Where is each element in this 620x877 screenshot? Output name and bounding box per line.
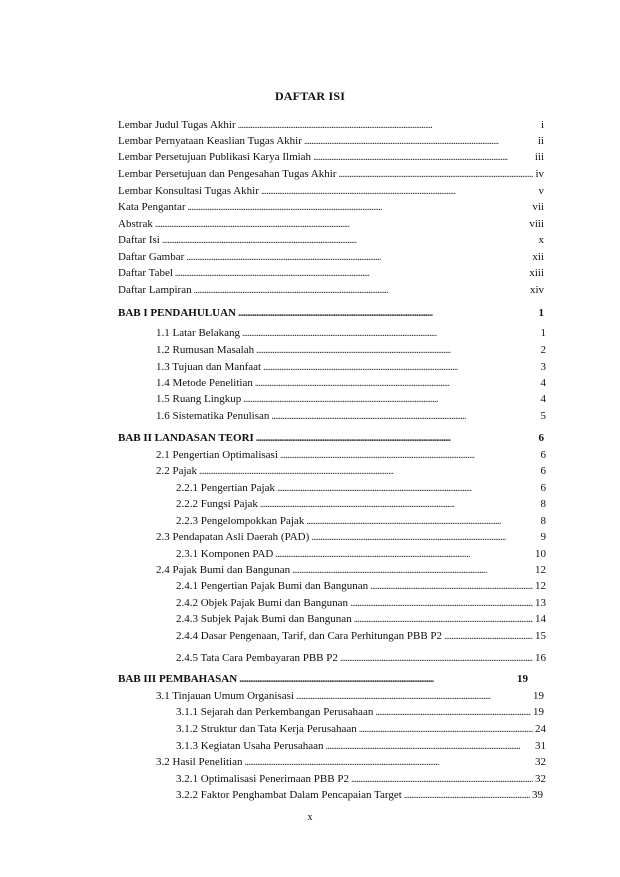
toc-entry-2-2-3[interactable] xyxy=(176,515,546,528)
toc-label: 2.4.3 Subjek Pajak Bumi dan Bangunan xyxy=(176,613,352,625)
toc-page: 4 xyxy=(540,377,546,389)
toc-label: 1.3 Tujuan dan Manfaat xyxy=(156,361,262,373)
toc-label: Lembar Judul Tugas Akhir xyxy=(118,119,236,131)
toc-entry-3-1-3[interactable] xyxy=(176,740,546,753)
toc-label: 2.2.2 Fungsi Pajak xyxy=(176,498,258,510)
toc-page: xiii xyxy=(529,267,544,279)
toc-entry-abstrak[interactable] xyxy=(118,218,544,231)
toc-label: 3.2 Hasil Penelitian xyxy=(156,756,243,768)
toc-label: 2.1 Pengertian Optimalisasi xyxy=(156,449,278,461)
toc-entry-kata-pengantar[interactable] xyxy=(118,201,544,214)
toc-label: BAB III PEMBAHASAN xyxy=(118,673,238,685)
toc-label: 1.2 Rumusan Masalah xyxy=(156,344,255,356)
toc-page: iii xyxy=(534,151,544,163)
toc-label: 3.2.2 Faktor Penghambat Dalam Pencapaian Target xyxy=(176,789,402,801)
toc-entry-daftar-gambar[interactable] xyxy=(118,251,544,264)
toc-entry-2-4[interactable] xyxy=(156,564,546,577)
toc-page: 15 xyxy=(535,630,546,642)
toc-label: Lembar Konsultasi Tugas Akhir xyxy=(118,185,259,197)
toc-page: 31 xyxy=(535,740,546,752)
toc-entry-3-2[interactable] xyxy=(156,756,546,769)
toc-entry-2-4-2[interactable] xyxy=(176,597,546,610)
toc-page: 19 xyxy=(533,690,544,702)
toc-label: 2.4.4 Dasar Pengenaan, Tarif, dan Cara Perhitungan PBB P2 xyxy=(176,630,443,642)
toc-page: 10 xyxy=(535,548,546,560)
toc-label: 1.5 Ruang Lingkup xyxy=(156,393,242,405)
toc-label: 2.4 Pajak Bumi dan Bangunan xyxy=(156,564,291,576)
toc-page: 16 xyxy=(535,652,546,664)
toc-label: 2.3 Pendapatan Asli Daerah (PAD) xyxy=(156,531,310,543)
toc-page: 6 xyxy=(540,449,546,461)
toc-entry-lembar-pernyataan[interactable] xyxy=(118,135,544,148)
toc-page: 32 xyxy=(535,773,546,785)
toc-entry-2-4-4[interactable] xyxy=(176,630,546,643)
toc-page: 24 xyxy=(535,723,546,735)
toc-label: 3.2.1 Optimalisasi Penerimaan PBB P2 xyxy=(176,773,349,785)
toc-label: 3.1 Tinjauan Umum Organisasi xyxy=(156,690,294,702)
toc-page: 13 xyxy=(535,597,546,609)
toc-entry-daftar-lampiran[interactable] xyxy=(118,284,544,297)
toc-label: Daftar Gambar xyxy=(118,251,185,263)
toc-entry-1-2[interactable] xyxy=(156,344,546,357)
toc-entry-lembar-pengesahan[interactable] xyxy=(118,168,544,181)
toc-label: 1.4 Metode Penelitian xyxy=(156,377,253,389)
toc-label: Kata Pengantar xyxy=(118,201,186,213)
toc-entry-3-1-2[interactable] xyxy=(176,723,546,736)
toc-chapter-bab-1[interactable] xyxy=(118,307,544,320)
toc-label: Daftar Isi xyxy=(118,234,160,246)
toc-page: 6 xyxy=(540,482,546,494)
toc-label: 2.4.5 Tata Cara Pembayaran PBB P2 xyxy=(176,652,338,664)
toc-page: 12 xyxy=(535,580,546,592)
toc-entry-lembar-publikasi[interactable] xyxy=(118,151,544,164)
toc-entry-3-1-1[interactable] xyxy=(176,706,544,719)
toc-label: 2.2.1 Pengertian Pajak xyxy=(176,482,275,494)
toc-entry-3-1[interactable] xyxy=(156,690,544,703)
toc-entry-lembar-konsultasi[interactable] xyxy=(118,185,544,198)
toc-page: 12 xyxy=(535,564,546,576)
toc-label: 1.6 Sistematika Penulisan xyxy=(156,410,270,422)
toc-label: Daftar Tabel xyxy=(118,267,173,279)
toc-page: 8 xyxy=(540,498,546,510)
toc-entry-daftar-isi[interactable] xyxy=(118,234,544,247)
toc-page: 3 xyxy=(540,361,546,373)
toc-label: 2.2 Pajak xyxy=(156,465,197,477)
toc-page: 6 xyxy=(540,465,546,477)
page-title: DAFTAR ISI xyxy=(274,89,346,103)
toc-page: vii xyxy=(532,201,544,213)
toc-page: 2 xyxy=(540,344,546,356)
toc-page: 39 xyxy=(532,789,543,801)
toc-label: Lembar Pernyataan Keaslian Tugas Akhir xyxy=(118,135,302,147)
toc-entry-1-4[interactable] xyxy=(156,377,546,390)
toc-page: 4 xyxy=(540,393,546,405)
toc-page: 32 xyxy=(535,756,546,768)
toc-entry-daftar-tabel[interactable] xyxy=(118,267,544,280)
toc-entry-2-2-2[interactable] xyxy=(176,498,546,511)
toc-label: Daftar Lampiran xyxy=(118,284,192,296)
toc-entry-2-4-3[interactable] xyxy=(176,613,546,626)
toc-page: 6 xyxy=(538,432,544,444)
toc-entry-2-4-5[interactable] xyxy=(176,652,546,665)
toc-entry-1-3[interactable] xyxy=(156,361,546,374)
toc-entry-3-2-2[interactable] xyxy=(176,789,543,802)
toc-label: 3.1.1 Sejarah dan Perkembangan Perusahaan xyxy=(176,706,374,718)
toc-label: 2.4.1 Pengertian Pajak Bumi dan Bangunan xyxy=(176,580,369,592)
toc-chapter-bab-3[interactable] xyxy=(118,673,528,686)
toc-page: x xyxy=(538,234,544,246)
toc-entry-1-1[interactable] xyxy=(156,327,546,340)
toc-label: 2.2.3 Pengelompokkan Pajak xyxy=(176,515,305,527)
toc-label: 2.4.2 Objek Pajak Bumi dan Bangunan xyxy=(176,597,349,609)
toc-label: Abstrak xyxy=(118,218,153,230)
toc-chapter-bab-2[interactable] xyxy=(118,432,544,445)
toc-page: viii xyxy=(529,218,544,230)
toc-entry-2-4-1[interactable] xyxy=(176,580,546,593)
page-number: x xyxy=(307,812,313,823)
toc-page: 9 xyxy=(540,531,546,543)
toc-page: ii xyxy=(537,135,544,147)
toc-entry-3-2-1[interactable] xyxy=(176,773,546,786)
toc-page: 8 xyxy=(540,515,546,527)
toc-page: 1 xyxy=(538,307,544,319)
toc-entry-2-3[interactable] xyxy=(156,531,546,544)
toc-label: 3.1.3 Kegiatan Usaha Perusahaan xyxy=(176,740,324,752)
toc-label: 3.1.2 Struktur dan Tata Kerja Perusahaan xyxy=(176,723,357,735)
toc-label: 1.1 Latar Belakang xyxy=(156,327,240,339)
toc-label: Lembar Persetujuan dan Pengesahan Tugas Akhir xyxy=(118,168,337,180)
toc-page: xii xyxy=(532,251,544,263)
toc-entry-2-2-1[interactable] xyxy=(176,482,546,495)
toc-entry-2-3-1[interactable] xyxy=(176,548,546,561)
toc-label: 2.3.1 Komponen PAD xyxy=(176,548,274,560)
toc-page: 5 xyxy=(540,410,546,422)
toc-label: Lembar Persetujuan Publikasi Karya Ilmiah xyxy=(118,151,312,163)
toc-page: 1 xyxy=(540,327,546,339)
toc-entry-1-6[interactable] xyxy=(156,410,546,423)
toc-page: xiv xyxy=(529,284,544,296)
toc-entry-2-2[interactable] xyxy=(156,465,546,478)
toc-entry-2-1[interactable] xyxy=(156,449,546,462)
toc-page: 19 xyxy=(533,706,544,718)
toc-entry-lembar-judul[interactable] xyxy=(118,119,544,132)
toc-page: v xyxy=(538,185,544,197)
toc-page: 14 xyxy=(535,613,546,625)
toc-page: i xyxy=(540,119,544,131)
toc-label: BAB II LANDASAN TEORI xyxy=(118,432,254,444)
toc-entry-1-5[interactable] xyxy=(156,393,546,406)
toc-label: BAB I PENDAHULUAN xyxy=(118,307,236,319)
toc-page: 19 xyxy=(517,673,528,685)
toc-page: iv xyxy=(535,168,544,180)
